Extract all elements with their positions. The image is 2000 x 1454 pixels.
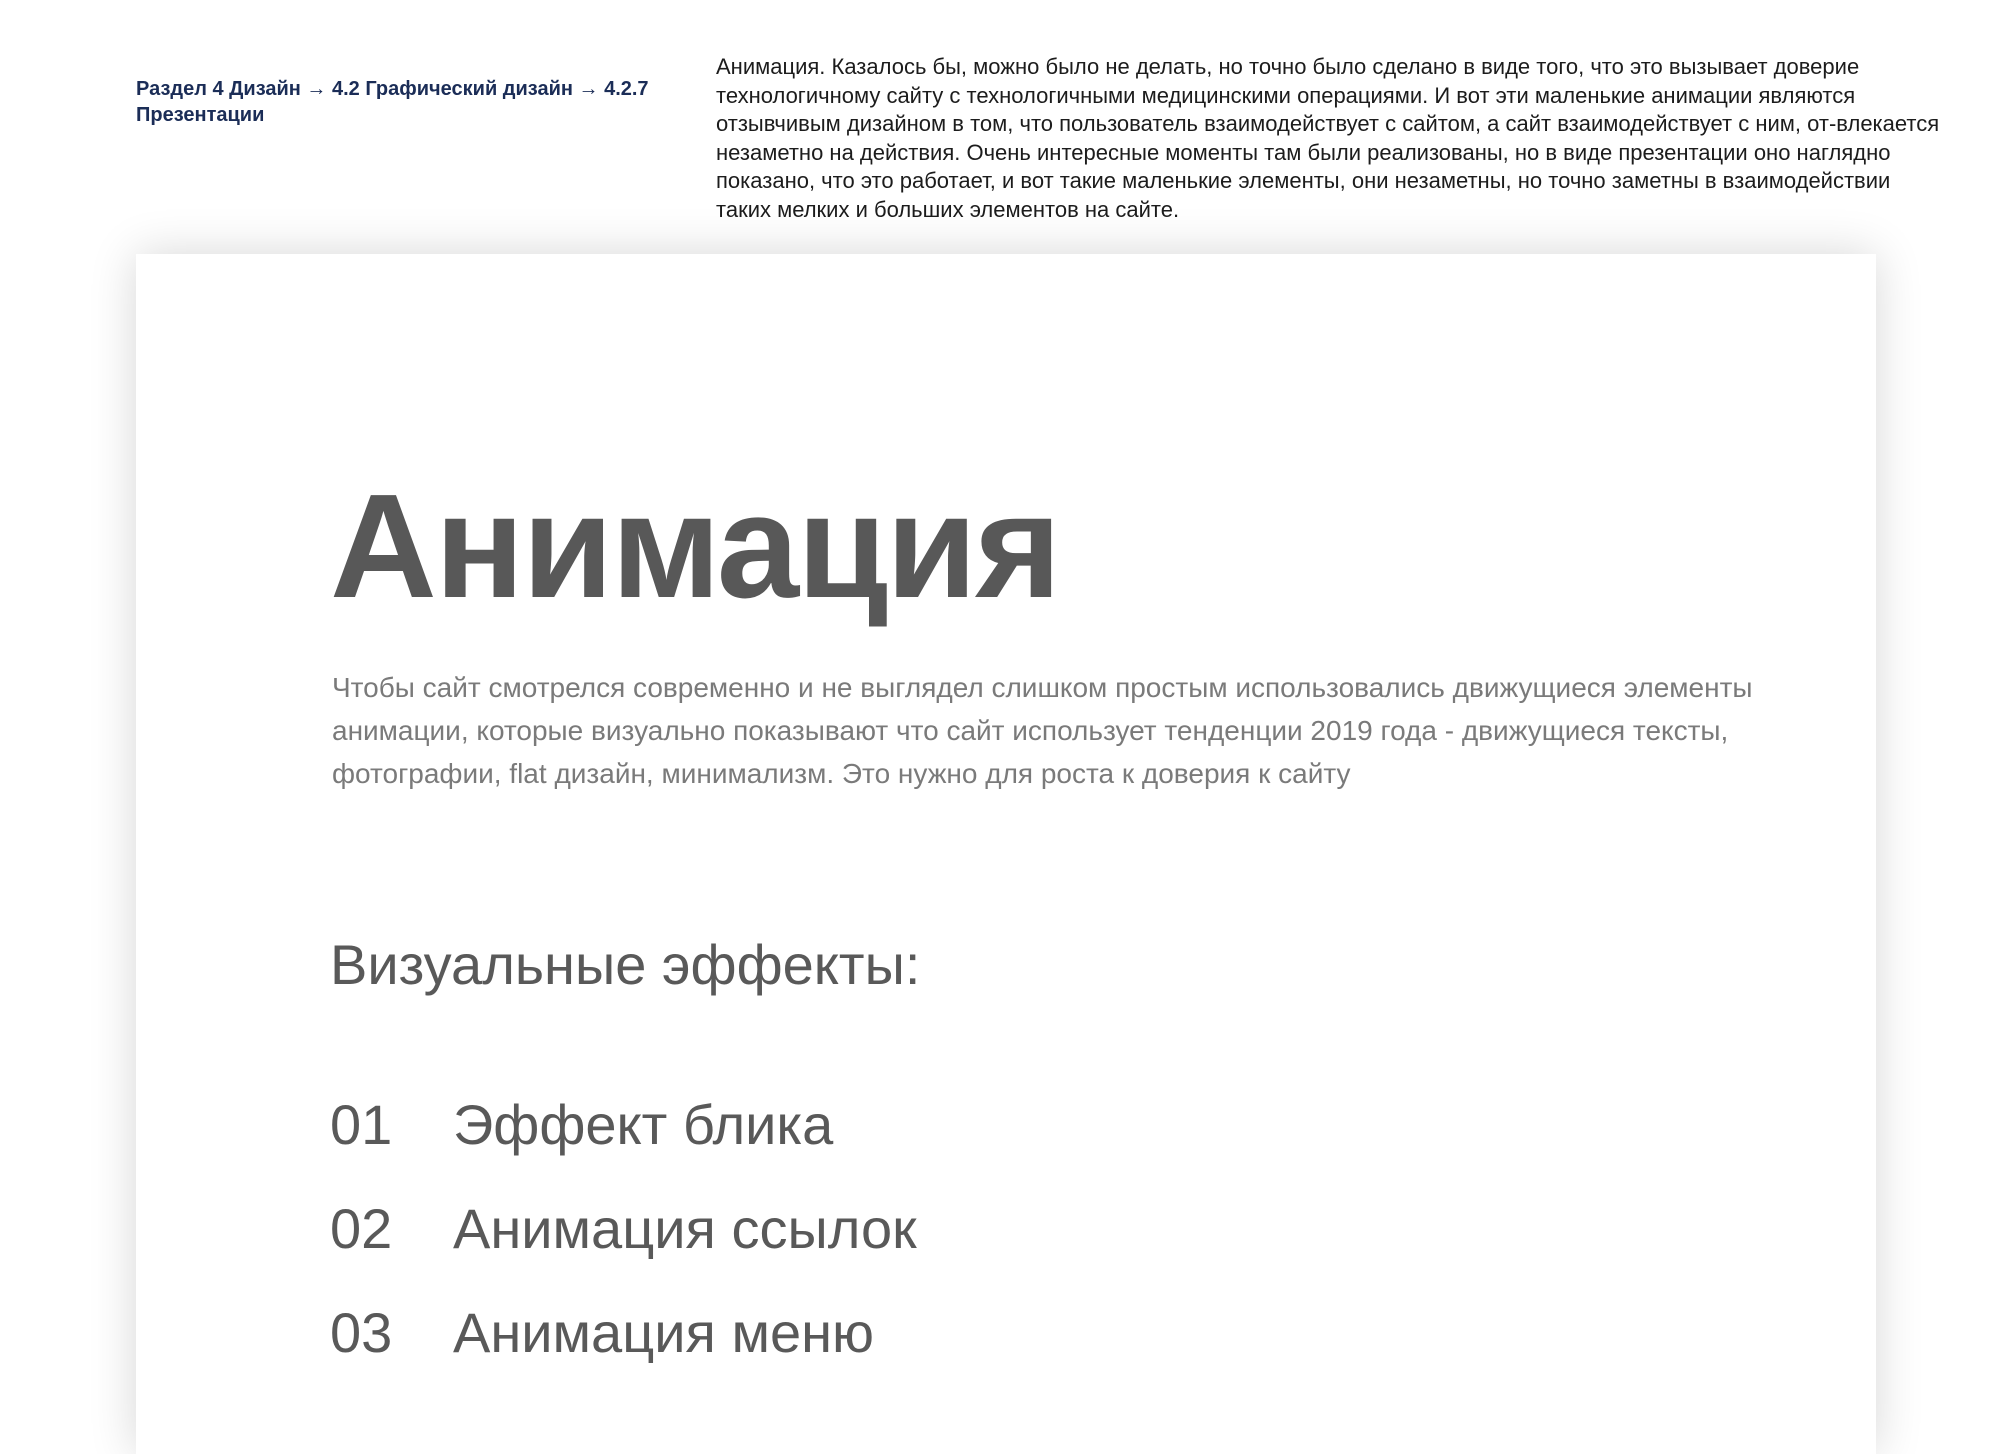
- effect-item: [330, 1072, 917, 1176]
- effects-heading: Визуальные эффекты:: [330, 933, 921, 996]
- intro-paragraph: Анимация. Казалось бы, можно было не делать, но точно было сделано в виде того, что это вызывает доверие технологичному сайту с технологичными медицинскими операциями. И вот эти маленькие анимации являются отзывчивым дизайном в том, что пользователь взаимодействует с сайтом, а сайт взаимодействует с ним, от-влекается незаметно на действия. Очень интересные моменты там были реализованы, но в виде презентации оно наглядно показано, что это работает, и вот такие маленькие элементы, они незаметны, но точно заметны в взаимодействии таких мелких и больших элементов на сайте.: [716, 54, 1940, 222]
- effects-list: [330, 1072, 917, 1384]
- effect-label: Анимация меню: [453, 1300, 875, 1364]
- effect-number: 03: [330, 1300, 393, 1364]
- effect-number: 01: [330, 1092, 393, 1156]
- effect-label: Эффект блика: [453, 1092, 834, 1156]
- slide-title: Анимация: [330, 464, 1060, 629]
- effect-item: [330, 1176, 917, 1280]
- slide-description: Чтобы сайт смотрелся современно и не выглядел слишком простым использовались движущиеся элементы анимации, которые визуально показывают что сайт использует тенденции 2019 года - движущиеся тексты, фотографии, flat дизайн, минимализм. Это нужно для роста к доверия к сайту: [332, 672, 1753, 789]
- presentation-slide: [136, 254, 1876, 1454]
- breadcrumb: Раздел 4 Дизайн → 4.2 Графический дизайн → 4.2.7 Презентации: [136, 78, 649, 126]
- effect-number: 02: [330, 1196, 393, 1260]
- effect-item: [330, 1280, 917, 1384]
- effect-label: Анимация ссылок: [453, 1196, 917, 1260]
